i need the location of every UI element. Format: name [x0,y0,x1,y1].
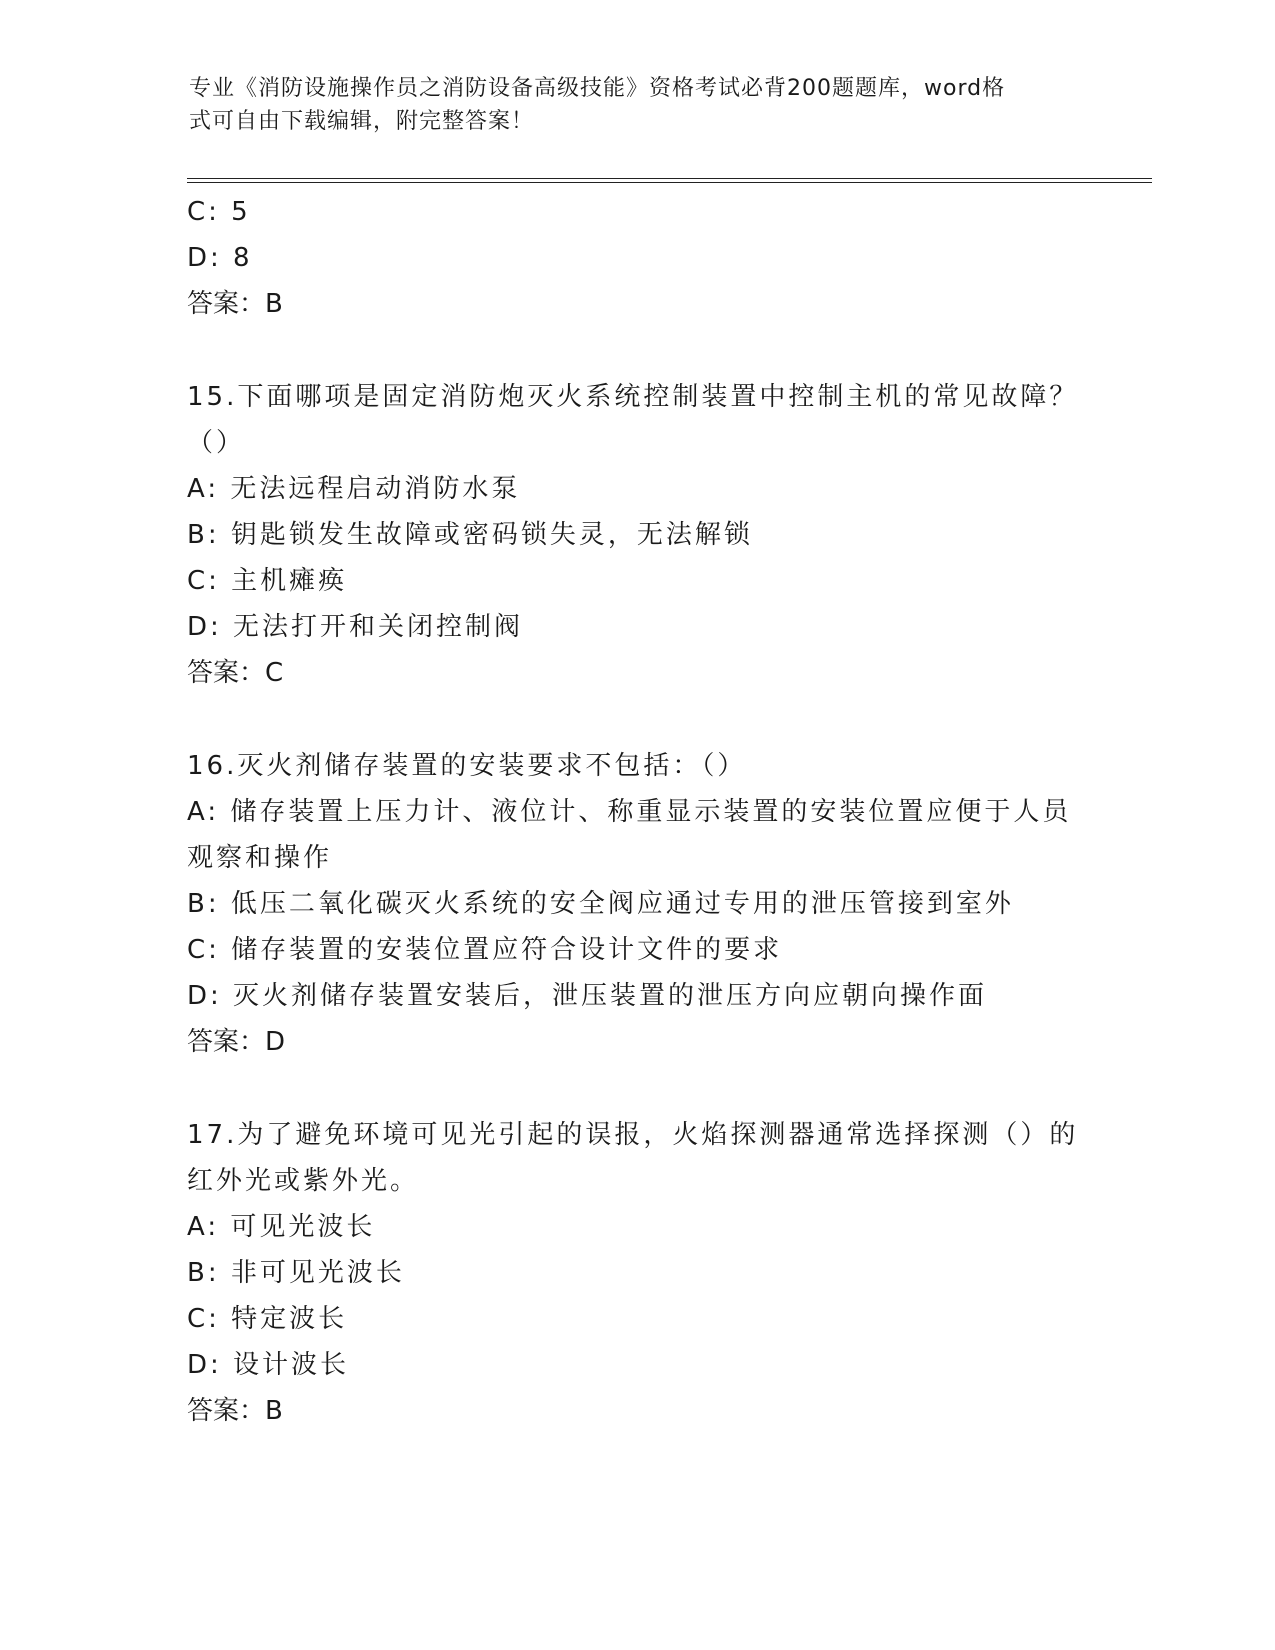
header-title-line-1: 专业《消防设施操作员之消防设备高级技能》资格考试必背200题题库，word格 [189,76,1006,101]
answer-label: 答案：B [187,289,283,319]
question-14-tail [187,189,1087,327]
option-d: D: 灭火剂储存装置安装后，泄压装置的泄压方向应朝向操作面 [187,981,988,1011]
option-b: B: 非可见光波长 [187,1258,405,1288]
question-stem-continued: 红外光或紫外光。 [187,1166,420,1196]
option-c: C: 特定波长 [187,1304,348,1334]
option-b: B: 低压二氧化碳灭火系统的安全阀应通过专用的泄压管接到室外 [187,889,1014,919]
option-b: B: 钥匙锁发生故障或密码锁失灵，无法解锁 [187,520,753,550]
question-15 [187,374,1087,696]
option-d: D: 设计波长 [187,1350,350,1380]
option-c: C: 主机瘫痪 [187,566,348,596]
option-c: C: 储存装置的安装位置应符合设计文件的要求 [187,935,783,965]
question-16 [187,743,1087,1065]
question-stem: 16.灭火剂储存装置的安装要求不包括：（） [187,751,747,781]
option-a: A: 可见光波长 [187,1212,376,1242]
question-stem: 17.为了避免环境可见光引起的误报，火焰探测器通常选择探测（）的 [187,1120,1079,1150]
question-list [187,189,1087,1434]
question-17 [187,1112,1087,1434]
option-a: A: 储存装置上压力计、液位计、称重显示装置的安装位置应便于人员 [187,797,1072,827]
answer-label: 答案：D [187,1027,286,1057]
question-stem-continued: （） [187,428,246,458]
page-header [189,72,1069,138]
answer-label: 答案：B [187,1396,283,1426]
option-d: D: 8 [187,243,253,273]
header-title-line-2: 式可自由下载编辑，附完整答案！ [189,109,535,134]
option-a-continued: 观察和操作 [187,843,333,873]
option-d: D: 无法打开和关闭控制阀 [187,612,524,642]
question-stem: 15.下面哪项是固定消防炮灭火系统控制装置中控制主机的常见故障？ [187,382,1079,412]
option-c: C: 5 [187,197,251,227]
option-a: A: 无法远程启动消防水泵 [187,474,521,504]
header-divider [187,178,1152,183]
answer-label: 答案：C [187,658,284,688]
